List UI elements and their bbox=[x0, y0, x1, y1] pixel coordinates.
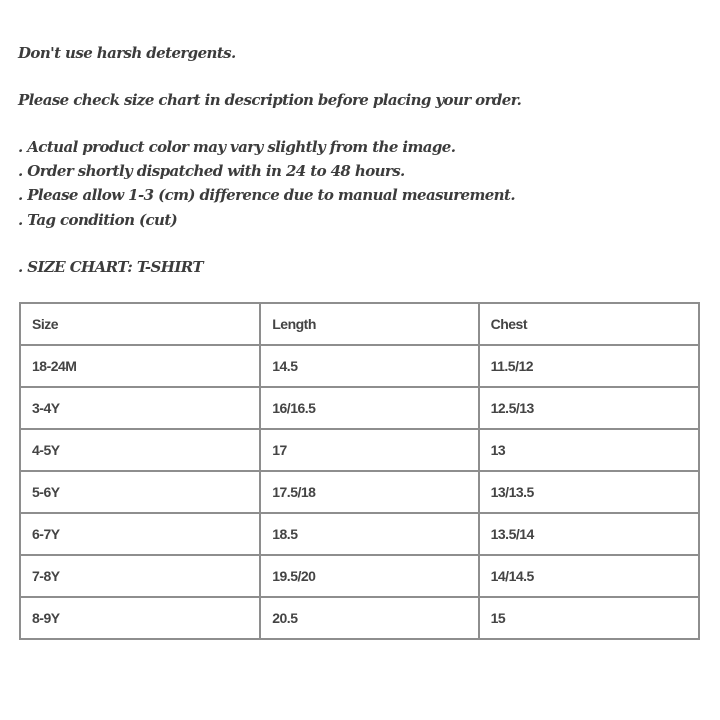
size-cell: 8-9Y bbox=[20, 597, 260, 639]
length-cell: 16/16.5 bbox=[260, 387, 478, 429]
size-cell: 7-8Y bbox=[20, 555, 260, 597]
table-row bbox=[20, 513, 699, 555]
size-cell: 4-5Y bbox=[20, 429, 260, 471]
header-size: Size bbox=[20, 303, 260, 345]
size-chart-table bbox=[19, 302, 700, 640]
chest-cell: 14/14.5 bbox=[479, 555, 699, 597]
length-cell: 18.5 bbox=[260, 513, 478, 555]
length-cell: 17 bbox=[260, 429, 478, 471]
chest-cell: 13/13.5 bbox=[479, 471, 699, 513]
table-row bbox=[20, 471, 699, 513]
size-cell: 5-6Y bbox=[20, 471, 260, 513]
chest-cell: 11.5/12 bbox=[479, 345, 699, 387]
size-cell: 18-24M bbox=[20, 345, 260, 387]
header-length: Length bbox=[260, 303, 478, 345]
chest-cell: 15 bbox=[479, 597, 699, 639]
header-chest: Chest bbox=[479, 303, 699, 345]
size-cell: 6-7Y bbox=[20, 513, 260, 555]
size-cell: 3-4Y bbox=[20, 387, 260, 429]
length-cell: 19.5/20 bbox=[260, 555, 478, 597]
measurement-note: . Please allow 1-3 (cm) difference due to manual measurement. bbox=[18, 186, 515, 204]
table-row bbox=[20, 387, 699, 429]
chest-cell: 13 bbox=[479, 429, 699, 471]
chest-cell: 13.5/14 bbox=[479, 513, 699, 555]
size-chart-title: . SIZE CHART: T-SHIRT bbox=[18, 258, 203, 276]
table-row bbox=[20, 345, 699, 387]
length-cell: 20.5 bbox=[260, 597, 478, 639]
care-instruction: Don't use harsh detergents. bbox=[18, 44, 236, 62]
size-check-notice: Please check size chart in description before placing your order. bbox=[18, 91, 522, 109]
chest-cell: 12.5/13 bbox=[479, 387, 699, 429]
table-row bbox=[20, 555, 699, 597]
color-disclaimer: . Actual product color may vary slightly from the image. bbox=[18, 138, 456, 156]
length-cell: 17.5/18 bbox=[260, 471, 478, 513]
length-cell: 14.5 bbox=[260, 345, 478, 387]
table-header-row bbox=[20, 303, 699, 345]
table-row bbox=[20, 429, 699, 471]
dispatch-info: . Order shortly dispatched with in 24 to 48 hours. bbox=[18, 162, 405, 180]
tag-condition: . Tag condition (cut) bbox=[18, 211, 178, 229]
table-row bbox=[20, 597, 699, 639]
